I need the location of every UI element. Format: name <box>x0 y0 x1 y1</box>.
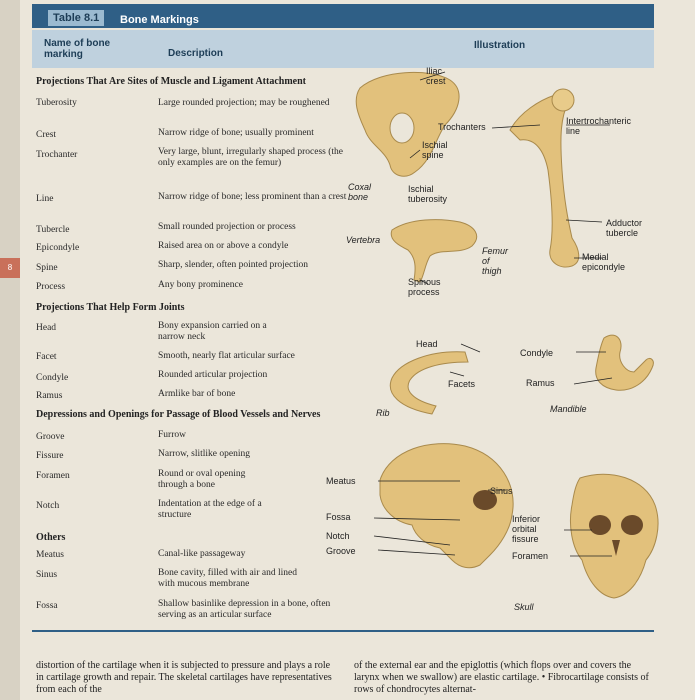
description: Narrow, slitlike opening <box>158 449 250 459</box>
leader-line <box>450 372 464 376</box>
table-number: Table 8.1 <box>48 10 104 26</box>
header-name: Name of bone marking <box>44 38 111 60</box>
description: Round or oval opening through a bone <box>158 469 246 490</box>
label-sinus: Sinus <box>490 486 513 496</box>
description: Canal-like passageway <box>158 549 246 559</box>
description: Armlike bar of bone <box>158 389 236 399</box>
description: Very large, blunt, irregularly shaped process (the only examples are on the femur) <box>158 147 344 168</box>
label-femur: Femur of thigh <box>482 246 509 276</box>
header-description: Description <box>168 48 224 59</box>
description: Smooth, nearly flat articular surface <box>158 351 295 361</box>
section-others: Others <box>36 532 66 543</box>
label-groove: Groove <box>326 546 356 556</box>
term: Epicondyle <box>36 243 80 253</box>
term: Trochanter <box>36 150 78 160</box>
label-foramen: Foramen <box>512 551 549 561</box>
vertebra-illustration <box>391 220 476 282</box>
chapter-tab: 8 <box>0 258 20 278</box>
footer-right-text: of the external ear and the epiglottis (which flops over and covers the larynx when we swallow) are elastic cartilage. • Fibrocartilage consists of rows of chondrocytes alternat- <box>354 660 649 695</box>
table-title: Bone Markings <box>120 14 199 26</box>
label-intertrochanteric: Intertrochanteric line <box>566 116 632 136</box>
label-mandible: Mandible <box>550 404 587 414</box>
section-depressions: Depressions and Openings for Passage of Blood Vessels and Nerves <box>36 409 321 420</box>
label-iliac-crest: Iliac crest <box>426 66 446 86</box>
left-orbit-illustration <box>589 515 611 535</box>
term: Sinus <box>36 570 58 580</box>
label-ischial-spine: Ischial spine <box>422 140 448 160</box>
description: Any bony prominence <box>158 280 243 290</box>
leader-line <box>566 220 602 222</box>
term: Tuberosity <box>36 98 77 108</box>
description: Shallow basinlike depression in a bone, often serving as an articular surface <box>158 599 331 620</box>
term: Foramen <box>36 471 70 481</box>
term: Groove <box>36 432 65 442</box>
skull-anterior-illustration <box>570 474 658 598</box>
label-spinous-process: Spinous process <box>408 277 441 297</box>
label-condyle: Condyle <box>520 348 554 358</box>
label-skull: Skull <box>514 602 534 612</box>
header-illustration: Illustration <box>474 40 526 51</box>
illustration-art <box>20 0 695 640</box>
footer-left-text: distortion of the cartilage when it is subjected to pressure and plays a role in cartilage growth and repair. The skeletal cartilages have representatives from each of the <box>36 660 332 695</box>
label-ischial-tuberosity: Ischial tuberosity <box>408 184 448 204</box>
term: Condyle <box>36 373 69 383</box>
description: Furrow <box>158 430 186 440</box>
description: Narrow ridge of bone; usually prominent <box>158 128 314 138</box>
description: Bony expansion carried on a narrow neck <box>158 321 267 342</box>
term: Spine <box>36 263 58 273</box>
term: Ramus <box>36 391 63 401</box>
term: Meatus <box>36 550 64 560</box>
section-joints: Projections That Help Form Joints <box>36 302 185 313</box>
label-rib: Rib <box>376 408 390 418</box>
term: Crest <box>36 130 57 140</box>
term: Head <box>36 323 57 333</box>
term: Fossa <box>36 601 58 611</box>
description: Sharp, slender, often pointed projection <box>158 260 308 270</box>
description: Indentation at the edge of a structure <box>158 499 262 520</box>
term: Notch <box>36 501 60 511</box>
label-adductor-tubercle: Adductor tubercle <box>606 218 643 238</box>
label-meatus: Meatus <box>326 476 356 486</box>
description: Raised area on or above a condyle <box>158 241 289 251</box>
right-orbit-illustration <box>621 515 643 535</box>
section-muscle: Projections That Are Sites of Muscle and Ligament Attachment <box>36 76 306 87</box>
term: Facet <box>36 352 57 362</box>
label-coxal-bone: Coxal bone <box>348 182 372 202</box>
femur-head-illustration <box>552 89 574 111</box>
textbook-page <box>20 0 695 700</box>
label-fossa: Fossa <box>326 512 351 522</box>
term: Fissure <box>36 451 64 461</box>
label-vertebra: Vertebra <box>346 235 381 245</box>
label-inferior-orbital-fissure: Inferior orbital fissure <box>512 514 541 544</box>
term: Process <box>36 282 66 292</box>
description: Rounded articular projection <box>158 370 268 380</box>
term: Line <box>36 194 54 204</box>
description: Small rounded projection or process <box>158 222 296 232</box>
description: Bone cavity, filled with air and lined with mucous membrane <box>158 568 297 589</box>
table-bottom-rule <box>32 630 654 632</box>
label-medial-epicondyle: Medial epicondyle <box>582 252 626 272</box>
label-notch: Notch <box>326 531 350 541</box>
leader-line <box>461 344 480 352</box>
obturator-illustration <box>390 113 414 143</box>
label-head: Head <box>416 339 438 349</box>
description: Narrow ridge of bone; less prominent than a crest <box>158 192 347 202</box>
label-trochanters: Trochanters <box>438 122 486 132</box>
term: Tubercle <box>36 225 70 235</box>
label-facets: Facets <box>448 379 476 389</box>
mandible-illustration <box>596 335 654 390</box>
label-ramus: Ramus <box>526 378 555 388</box>
description: Large rounded projection; may be roughened <box>158 98 330 108</box>
